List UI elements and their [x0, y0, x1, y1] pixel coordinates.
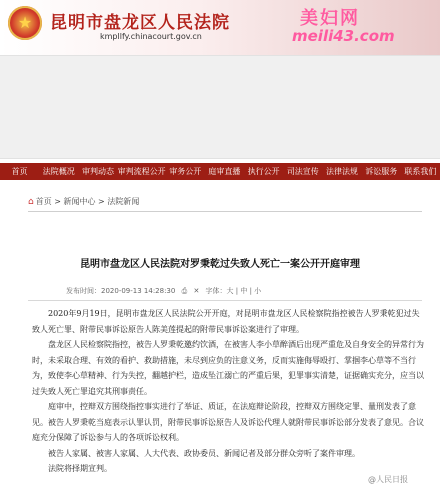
home-icon: ⌂: [28, 197, 34, 207]
breadcrumb: [28, 196, 139, 207]
site-url: kmpllfy.chinacourt.gov.cn: [100, 32, 202, 41]
banner-area: [0, 55, 440, 159]
source-watermark: @人民日报: [368, 475, 408, 484]
article-title: 昆明市盘龙区人民法院对罗秉乾过失致人死亡一案公开开庭审理: [80, 259, 360, 270]
article-paragraph: 法院将择期宣判。: [48, 464, 112, 473]
article-body: [32, 306, 424, 477]
site-header: [0, 0, 440, 55]
nav-item-live[interactable]: 庭审直播: [208, 167, 241, 176]
breadcrumb-separator: >: [51, 197, 64, 206]
watermark-title: 美妇网: [300, 8, 360, 29]
breadcrumb-court-news[interactable]: 法院新闻: [107, 197, 140, 206]
nav-item-affairs[interactable]: 审务公开: [169, 167, 202, 176]
nav-item-laws[interactable]: 法律法规: [326, 167, 359, 176]
watermark-url: meili43.com: [292, 27, 395, 45]
article-paragraph: 庭审中，控辩双方围绕指控事实进行了举证、质证，在法庭辩论阶段，控辩双方围绕定罪、量刑发表了意见。被告人罗秉乾当庭表示认罪认罚，附带民事诉讼原告人及诉讼代理人就附带民事诉讼部分发表了意见。合议庭充分保障了诉讼参与人的各项诉讼权利。: [32, 402, 424, 442]
print-icon[interactable]: ⎙: [181, 287, 188, 295]
nav-item-publicity[interactable]: 司法宣传: [286, 167, 319, 176]
font-size-options[interactable]: 大 | 中 | 小: [226, 287, 262, 295]
breadcrumb-news-center[interactable]: 新闻中心: [63, 197, 96, 206]
nav-item-overview[interactable]: 法院概况: [42, 167, 75, 176]
article-paragraph: 盘龙区人民检察院指控，被告人罗秉乾邀约饮酒，在被害人李小草醉酒后出现严重危及自身安全的异常行为时，未采取合理、有效的看护、救助措施，未尽到应负的注意义务，反而实施侮辱殴打、掌掴李心草等不当行为，致使李心草精神、行为失控，翻越护栏，造成坠江溺亡的严重后果，犯罪事实清楚，证据确实充分，应当以过失致人死亡罪追究其刑事责任。: [32, 340, 424, 396]
nav-item-process[interactable]: 审判流程公开: [117, 167, 166, 176]
nav-item-services[interactable]: 诉讼服务: [365, 167, 398, 176]
nav-item-trial-news[interactable]: 审判动态: [82, 167, 114, 176]
meta-divider: [28, 300, 422, 301]
nav-item-execution[interactable]: 执行公开: [247, 167, 280, 176]
breadcrumb-separator: >: [95, 197, 108, 206]
article-meta: [66, 286, 261, 296]
emblem-star-icon: ★: [17, 13, 33, 32]
font-size-label: 字体：: [205, 287, 227, 295]
site-title[interactable]: 昆明市盘龙区人民法院: [50, 13, 230, 33]
publish-date: 发布时间：2020-09-13 14:28:30: [66, 287, 176, 295]
main-nav: [0, 163, 440, 180]
close-icon[interactable]: ✕: [193, 287, 200, 295]
nav-item-home[interactable]: 首页: [11, 167, 28, 176]
breadcrumb-divider: [28, 211, 422, 212]
breadcrumb-home[interactable]: 首页: [35, 197, 52, 206]
article-paragraph: 被告人家属、被害人家属、人大代表、政协委员、新闻记者及部分群众旁听了案件审理。: [48, 448, 360, 458]
article-paragraph: 2020年9月19日，昆明市盘龙区人民法院公开开庭，对昆明市盘龙区人民检察院指控被告人罗秉乾犯过失致人死亡罪、附带民事诉讼原告人陈美莲提起的附带民事诉讼案进行了审理。: [32, 309, 420, 334]
nav-item-contact[interactable]: 联系我们: [404, 167, 437, 176]
